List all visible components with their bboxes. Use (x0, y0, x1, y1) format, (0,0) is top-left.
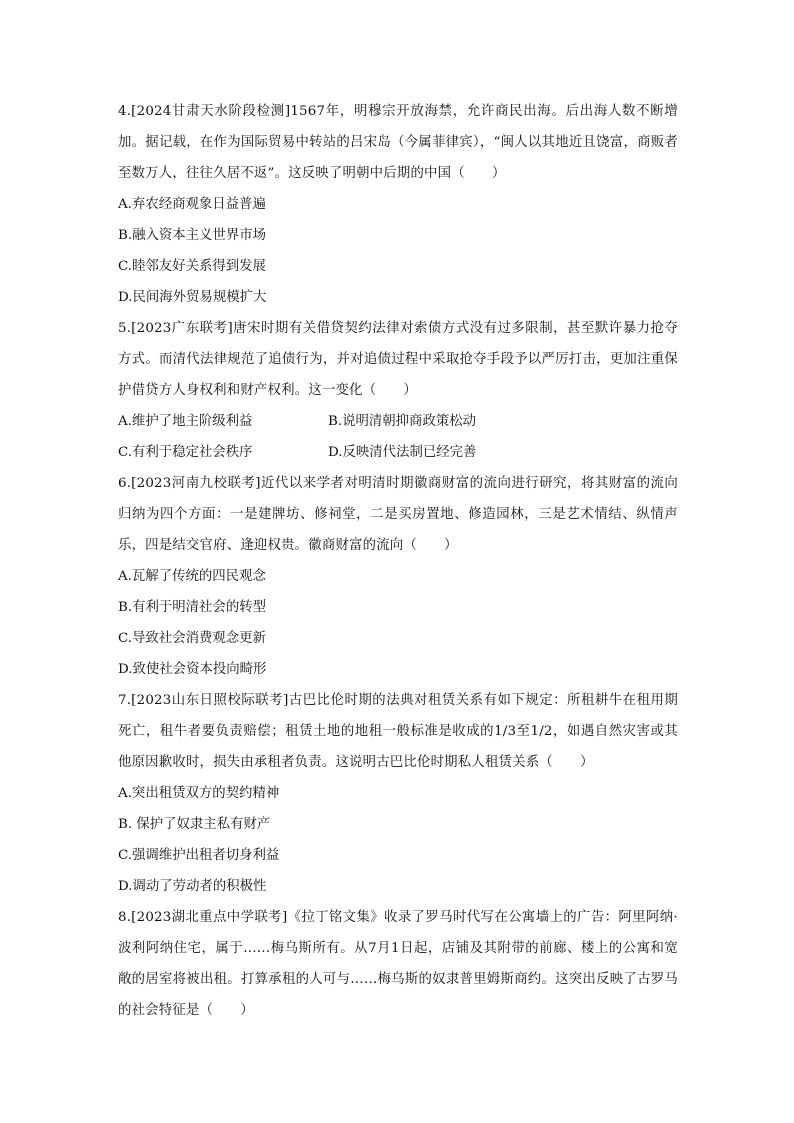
question-7-stem: 7.[2023山东日照校际联考]古巴比伦时期的法典对租赁关系有如下规定：所租耕牛在租用期死亡，租牛者要负责赔偿；租赁土地的地租一般标准是收成的1/3至1/2，如遇自然灾害或其他原因歉收时，损失由承租者负责。这说明古巴比伦时期私人租赁关系（ ） (118, 693, 678, 770)
question-4-option-d: D.民间海外贸易规模扩大 (118, 290, 267, 305)
question-5-stem: 5.[2023广东联考]唐宋时期有关借贷契约法律对索债方式没有过多限制，甚至默许暴力抢夺方式。而清代法律规范了追债行为，并对追债过程中采取抢夺手段予以严厉打击，更加注重保护借贷方人身权利和财产权利。这一变化（ ） (118, 321, 678, 398)
question-4-stem: 4.[2024甘肃天水阶段检测]1567年，明穆宗开放海禁，允许商民出海。后出海人数不断增加。据记载，在作为国际贸易中转站的吕宋岛（今属菲律宾），“闽人以其地近且饶富，商贩者至数万人，往往久居不返”。这反映了明朝中后期的中国（ ） (118, 104, 678, 181)
question-6-option-b: B.有利于明清社会的转型 (118, 600, 267, 615)
question-6-stem: 6.[2023河南九校联考]近代以来学者对明清时期徽商财富的流向进行研究，将其财富的流向归纳为四个方面：一是建牌坊、修祠堂，二是买房置地、修造园林，三是艺术情结、纵情声乐，四是结交官府、逢迎权贵。徽商财富的流向（ ） (118, 476, 678, 553)
question-8-stem: 8.[2023湖北重点中学联考]《拉丁铭文集》收录了罗马时代写在公寓墙上的广告：阿里阿纳·波利阿纳住宅，属于……梅乌斯所有。从7月1日起，店铺及其附带的前廊、楼上的公寓和宽敞的居室将被出租。打算承租的人可与……梅乌斯的奴隶普里姆斯商约。这突出反映了古罗马的社会特征是（ ） (118, 910, 678, 1018)
question-5-option-c: C.有利于稳定社会秩序 (118, 445, 253, 460)
question-5-option-a: A.维护了地主阶级利益 (118, 414, 253, 429)
question-6-option-c: C.导致社会消费观念更新 (118, 631, 266, 646)
question-7-option-a: A.突出租赁双方的契约精神 (118, 786, 280, 801)
question-5-options-row-2 (118, 437, 678, 468)
question-7-option-d: D.调动了劳动者的积极性 (118, 879, 267, 894)
question-4-option-c: C.睦邻友好关系得到发展 (118, 259, 266, 274)
question-7-option-c: C.强调维护出租者切身利益 (118, 848, 280, 863)
question-6-option-a: A.瓦解了传统的四民观念 (118, 569, 266, 584)
question-4-option-a: A.弃农经商观象日益普遍 (118, 197, 266, 212)
question-6-option-d: D.致使社会资本投向畸形 (118, 662, 267, 677)
question-list (118, 96, 678, 1026)
question-7-option-b: B. 保护了奴隶主私有财产 (118, 817, 271, 832)
question-5-option-b: B.说明清朝抑商政策松动 (328, 414, 477, 429)
question-5-option-d: D.反映清代法制已经完善 (328, 445, 477, 460)
question-4-option-b: B.融入资本主义世界市场 (118, 228, 267, 243)
question-5-options-row-1 (118, 406, 678, 437)
